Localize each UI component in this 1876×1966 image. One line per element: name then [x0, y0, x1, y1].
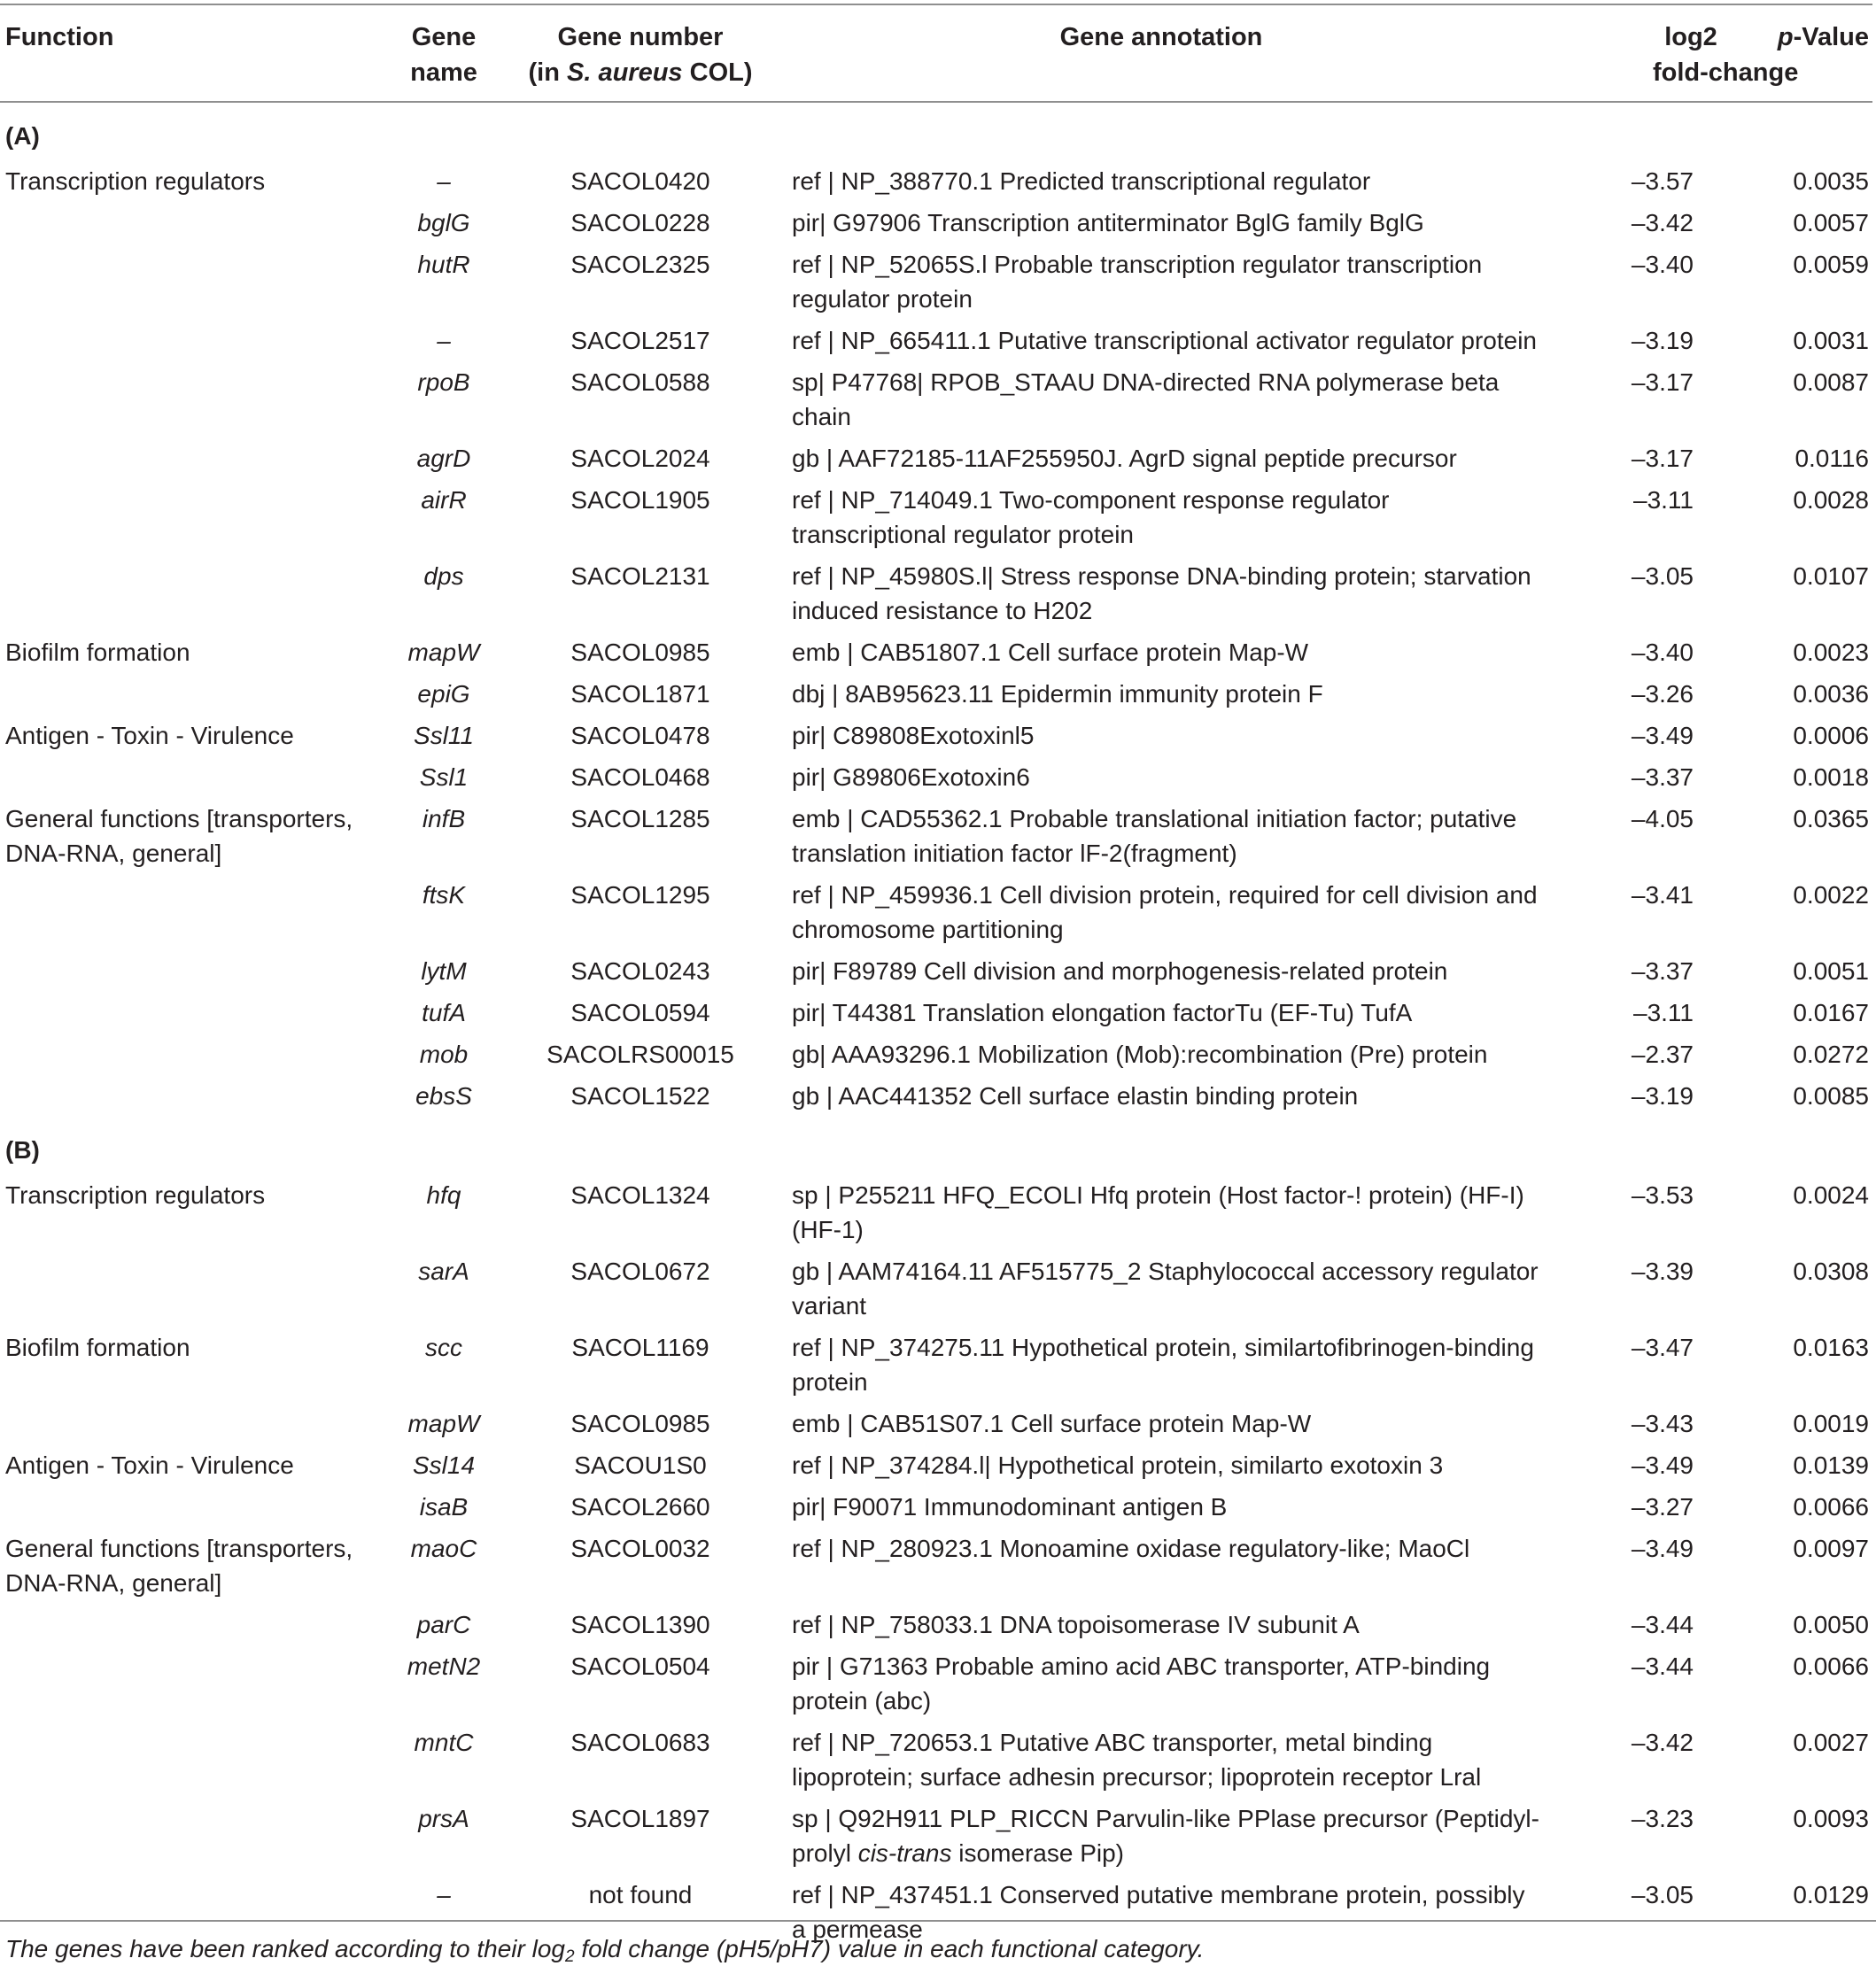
gene-annotation-cell: ref | NP_714049.1 Two-component response regulator transcriptional regulator protein [792, 486, 1390, 548]
log2-fold-change-cell: –3.49 [1631, 1451, 1694, 1479]
function-cell [0, 1798, 383, 1874]
gene-number-cell: SACOL1871 [570, 680, 710, 708]
function-cell [0, 1075, 383, 1117]
log2-fold-change-cell: –2.37 [1631, 1041, 1694, 1068]
function-cell [0, 437, 383, 479]
gene-name-cell: Ssl11 [414, 722, 474, 749]
gene-name-cell: dps [423, 562, 464, 590]
p-value-cell: 0.0057 [1793, 209, 1869, 236]
table-row [0, 1604, 1872, 1645]
log2-fold-change-cell: –3.37 [1631, 957, 1694, 985]
p-value-cell: 0.0028 [1793, 486, 1869, 514]
gene-name-cell: hutR [417, 251, 470, 278]
p-value-cell: 0.0036 [1793, 680, 1869, 708]
header-p-value: p-Value [1777, 23, 1869, 51]
log2-fold-change-cell: –3.40 [1631, 639, 1694, 666]
section-row [0, 102, 1872, 157]
log2-fold-change-cell: –3.47 [1631, 1334, 1694, 1361]
p-value-cell: 0.0018 [1793, 763, 1869, 791]
gene-annotation-cell: emb | CAB51S07.1 Cell surface protein Map-W [792, 1410, 1312, 1437]
gene-name-cell: sarA [418, 1258, 469, 1285]
table-row [0, 555, 1872, 631]
gene-number-cell: SACOL1169 [571, 1334, 709, 1361]
gene-number-cell: SACOL0985 [570, 1410, 710, 1437]
function-cell [0, 992, 383, 1033]
gene-annotation-cell: gb | AAC441352 Cell surface elastin binding protein [792, 1082, 1359, 1110]
gene-number-cell: SACOL1897 [570, 1805, 710, 1832]
gene-number-cell: SACOL1390 [570, 1611, 710, 1638]
gene-number-cell: SACOL0243 [570, 957, 710, 985]
p-value-cell: 0.0365 [1793, 805, 1869, 832]
gene-number-cell: SACOL2131 [570, 562, 710, 590]
gene-annotation-cell: pir| F90071 Immunodominant antigen B [792, 1493, 1228, 1521]
p-value-cell: 0.0050 [1793, 1611, 1869, 1638]
p-value-cell: 0.0167 [1793, 999, 1869, 1026]
gene-annotation-cell: pir| T44381 Translation elongation factorTu (EF-Tu) TufA [792, 999, 1413, 1026]
gene-name-cell: scc [425, 1334, 462, 1361]
gene-annotation-cell: ref | NP_665411.1 Putative transcriptional activator regulator protein [792, 327, 1537, 354]
p-value-cell: 0.0051 [1793, 957, 1869, 985]
table-row [0, 1075, 1872, 1117]
gene-number-cell: SACOL0032 [570, 1535, 710, 1562]
table-row [0, 1645, 1872, 1722]
section-label: (B) [5, 1136, 40, 1164]
gene-annotation-cell: emb | CAD55362.1 Probable translational initiation factor; putative translation initiation factor lF-2(fragment) [792, 805, 1517, 867]
function-cell: Transcription regulators [5, 1181, 266, 1209]
gene-name-cell: parC [416, 1611, 471, 1638]
p-value-cell: 0.0308 [1793, 1258, 1869, 1285]
header-row [0, 4, 1872, 102]
gene-name-cell: Ssl1 [419, 763, 469, 791]
gene-name-cell: prsA [418, 1805, 469, 1832]
log2-fold-change-cell: –3.05 [1631, 1881, 1694, 1908]
function-cell [0, 756, 383, 798]
function-cell: Antigen - Toxin - Virulence [5, 1451, 294, 1479]
p-value-cell: 0.0024 [1793, 1181, 1869, 1209]
function-cell [0, 1645, 383, 1722]
function-cell [0, 244, 383, 320]
table-row [0, 479, 1872, 555]
table-row [0, 1444, 1872, 1486]
table-row [0, 673, 1872, 715]
gene-name-cell: isaB [419, 1493, 469, 1521]
gene-annotation-cell: sp| P47768| RPOB_STAAU DNA-directed RNA polymerase beta chain [792, 368, 1500, 430]
table-row [0, 244, 1872, 320]
gene-number-cell: not found [588, 1881, 693, 1908]
table-row [0, 157, 1872, 202]
table-row [0, 1033, 1872, 1075]
table-row [0, 798, 1872, 874]
gene-annotation-cell: pir| G97906 Transcription antiterminator BglG family BglG [792, 209, 1424, 236]
gene-name-cell: bglG [417, 209, 470, 236]
gene-annotation-cell: ref | NP_437451.1 Conserved putative membrane protein, possibly a permease [792, 1881, 1525, 1943]
function-cell: Transcription regulators [5, 167, 266, 195]
gene-name-cell: ftsK [422, 881, 466, 909]
log2-fold-change-cell: –3.19 [1631, 327, 1694, 354]
p-value-cell: 0.0066 [1793, 1653, 1869, 1680]
log2-fold-change-cell: –3.42 [1631, 1729, 1694, 1756]
gene-number-cell: SACOL0420 [570, 167, 710, 195]
gene-annotation-cell: pir| G89806Exotoxin6 [792, 763, 1030, 791]
table-row [0, 1722, 1872, 1798]
function-cell [0, 1722, 383, 1798]
log2-fold-change-cell: –3.11 [1633, 999, 1694, 1026]
table-row [0, 1528, 1872, 1604]
gene-annotation-cell: gb| AAA93296.1 Mobilization (Mob):recombination (Pre) protein [792, 1041, 1488, 1068]
table-row [0, 950, 1872, 992]
function-cell: Biofilm formation [5, 639, 190, 666]
table-row [0, 437, 1872, 479]
log2-fold-change-cell: –3.44 [1631, 1611, 1694, 1638]
p-value-cell: 0.0085 [1793, 1082, 1869, 1110]
gene-name-cell: ebsS [415, 1082, 472, 1110]
function-cell [0, 1604, 383, 1645]
header-log2-fold-change: log2 fold-change [1653, 23, 1799, 87]
function-cell: General functions [transporters, DNA-RNA, general] [5, 805, 353, 867]
table-row [0, 1327, 1872, 1403]
table-footnote: The genes have been ranked according to their $\log_2$ fold change (pH5/pH7) value in each functional category. [0, 1920, 1876, 1966]
p-value-cell: 0.0107 [1793, 562, 1869, 590]
table-row [0, 874, 1872, 950]
gene-name-cell: tufA [422, 999, 466, 1026]
log2-fold-change-cell: –3.19 [1631, 1082, 1694, 1110]
p-value-cell: 0.0116 [1795, 445, 1869, 472]
gene-name-cell: lytM [421, 957, 467, 985]
function-cell [0, 673, 383, 715]
gene-name-cell: agrD [416, 445, 471, 472]
table-row [0, 1250, 1872, 1327]
gene-name-cell: metN2 [407, 1653, 481, 1680]
gene-number-cell: SACOL1295 [570, 881, 710, 909]
table-row [0, 992, 1872, 1033]
log2-fold-change-cell: –3.44 [1631, 1653, 1694, 1680]
log2-fold-change-cell: –3.49 [1631, 722, 1694, 749]
log2-fold-change-cell: –3.39 [1631, 1258, 1694, 1285]
gene-name-cell: maoC [410, 1535, 477, 1562]
function-cell [0, 361, 383, 437]
gene-name-cell: mapW [407, 1410, 480, 1437]
function-cell [0, 555, 383, 631]
table-row [0, 756, 1872, 798]
gene-number-cell: SACOL1522 [570, 1082, 710, 1110]
function-cell [0, 479, 383, 555]
gene-annotation-cell: ref | NP_52065S.l Probable transcription regulator transcription regulator protein [792, 251, 1483, 313]
p-value-cell: 0.0019 [1793, 1410, 1869, 1437]
gene-annotation-cell: ref | NP_758033.1 DNA topoisomerase IV subunit A [792, 1611, 1360, 1638]
p-value-cell: 0.0163 [1793, 1334, 1869, 1361]
table-row [0, 1171, 1872, 1250]
gene-annotation-cell: emb | CAB51807.1 Cell surface protein Map-W [792, 639, 1309, 666]
log2-fold-change-cell: –3.57 [1631, 167, 1694, 195]
log2-fold-change-cell: –3.41 [1631, 881, 1694, 909]
gene-name-cell: – [437, 1881, 451, 1908]
gene-name-cell: – [437, 327, 451, 354]
gene-number-cell: SACOL0683 [570, 1729, 710, 1756]
gene-number-cell: SACOL2024 [570, 445, 710, 472]
gene-name-cell: epiG [417, 680, 470, 708]
function-cell: General functions [transporters, DNA-RNA, general] [5, 1535, 353, 1597]
gene-number-cell: SACOL0985 [570, 639, 710, 666]
table-body [0, 102, 1872, 1950]
gene-number-cell: SACOL2660 [570, 1493, 710, 1521]
gene-number-cell: SACOL0504 [570, 1653, 710, 1680]
header-gene-number: Gene number (in S. aureus COL) [528, 23, 753, 87]
gene-annotation-cell: ref | NP_280923.1 Monoamine oxidase regulatory-like; MaoCl [792, 1535, 1470, 1562]
gene-name-cell: – [437, 167, 451, 195]
gene-annotation-cell: pir | G71363 Probable amino acid ABC transporter, ATP-binding protein (abc) [792, 1653, 1491, 1714]
p-value-cell: 0.0035 [1793, 167, 1869, 195]
gene-annotation-cell: ref | NP_45980S.l| Stress response DNA-binding protein; starvation induced resistance to H202 [792, 562, 1531, 624]
header-gene-name: Gene name [410, 23, 477, 87]
log2-fold-change-cell: –3.43 [1631, 1410, 1694, 1437]
gene-number-cell: SACOL0468 [570, 763, 710, 791]
p-value-cell: 0.0272 [1793, 1041, 1869, 1068]
table-row [0, 1798, 1872, 1874]
gene-name-cell: rpoB [417, 368, 470, 396]
function-cell [0, 1250, 383, 1327]
p-value-cell: 0.0031 [1793, 327, 1869, 354]
gene-name-cell: airR [421, 486, 467, 514]
gene-name-cell: mapW [407, 639, 480, 666]
table-row [0, 631, 1872, 673]
gene-annotation-cell: ref | NP_459936.1 Cell division protein, required for cell division and chromosome partitioning [792, 881, 1538, 943]
gene-name-cell: mntC [414, 1729, 474, 1756]
p-value-cell: 0.0129 [1793, 1881, 1869, 1908]
table-row [0, 1486, 1872, 1528]
function-cell [0, 950, 383, 992]
gene-annotation-cell: gb | AAF72185-11AF255950J. AgrD signal peptide precursor [792, 445, 1457, 472]
log2-fold-change-cell: –3.40 [1631, 251, 1694, 278]
function-cell [0, 1033, 383, 1075]
log2-fold-change-cell: –4.05 [1631, 805, 1694, 832]
function-cell: Biofilm formation [5, 1334, 190, 1361]
log2-fold-change-cell: –3.17 [1631, 368, 1694, 396]
function-cell [0, 1403, 383, 1444]
table-row [0, 320, 1872, 361]
gene-number-cell: SACOL2517 [570, 327, 710, 354]
gene-annotation-cell: pir| F89789 Cell division and morphogenesis-related protein [792, 957, 1448, 985]
section-row [0, 1117, 1872, 1171]
table-row [0, 715, 1872, 756]
gene-annotation-cell: pir| C89808Exotoxinl5 [792, 722, 1035, 749]
gene-name-cell: mob [419, 1041, 469, 1068]
function-cell [0, 202, 383, 244]
header-function: Function [5, 23, 114, 51]
gene-annotation-cell: ref | NP_388770.1 Predicted transcriptional regulator [792, 167, 1371, 195]
log2-fold-change-cell: –3.26 [1631, 680, 1694, 708]
gene-number-cell: SACOL0478 [570, 722, 710, 749]
gene-number-cell: SACOL1324 [570, 1181, 710, 1209]
gene-number-cell: SACOLRS00015 [547, 1041, 734, 1068]
gene-annotation-cell: ref | NP_374275.11 Hypothetical protein, similartofibrinogen-binding protein [792, 1334, 1534, 1396]
gene-annotation-cell: gb | AAM74164.11 AF515775_2 Staphylococcal accessory regulator variant [792, 1258, 1539, 1320]
gene-annotation-cell: ref | NP_374284.l| Hypothetical protein, similarto exotoxin 3 [792, 1451, 1444, 1479]
function-cell [0, 874, 383, 950]
p-value-cell: 0.0087 [1793, 368, 1869, 396]
log2-fold-change-cell: –3.49 [1631, 1535, 1694, 1562]
gene-expression-table [0, 4, 1872, 1950]
p-value-cell: 0.0097 [1793, 1535, 1869, 1562]
p-value-cell: 0.0139 [1793, 1451, 1869, 1479]
gene-annotation-cell: ref | NP_720653.1 Putative ABC transporter, metal binding lipoprotein; surface adhesin precursor; lipoprotein receptor Lral [792, 1729, 1482, 1791]
p-value-cell: 0.0022 [1793, 881, 1869, 909]
p-value-cell: 0.0093 [1793, 1805, 1869, 1832]
function-cell: Antigen - Toxin - Virulence [5, 722, 294, 749]
table-row [0, 202, 1872, 244]
gene-number-cell: SACOL1905 [570, 486, 710, 514]
log2-fold-change-cell: –3.27 [1631, 1493, 1694, 1521]
gene-annotation-cell: dbj | 8AB95623.11 Epidermin immunity protein F [792, 680, 1323, 708]
header-gene-annotation: Gene annotation [1059, 23, 1263, 51]
log2-fold-change-cell: –3.37 [1631, 763, 1694, 791]
gene-number-cell: SACOU1S0 [574, 1451, 707, 1479]
function-cell [0, 1486, 383, 1528]
gene-number-cell: SACOL0672 [570, 1258, 710, 1285]
gene-number-cell: SACOL1285 [570, 805, 710, 832]
log2-fold-change-cell: –3.53 [1631, 1181, 1694, 1209]
log2-fold-change-cell: –3.11 [1633, 486, 1694, 514]
log2-fold-change-cell: –3.05 [1631, 562, 1694, 590]
p-value-cell: 0.0006 [1793, 722, 1869, 749]
gene-name-cell: Ssl14 [412, 1451, 476, 1479]
p-value-cell: 0.0066 [1793, 1493, 1869, 1521]
gene-name-cell: infB [422, 805, 466, 832]
gene-number-cell: SACOL0588 [570, 368, 710, 396]
p-value-cell: 0.0023 [1793, 639, 1869, 666]
gene-annotation-cell: sp | Q92H911 PLP_RICCN Parvulin-like PPlase precursor (Peptidyl-prolyl cis-trans isomerase Pip) [792, 1805, 1539, 1867]
gene-number-cell: SACOL0594 [570, 999, 710, 1026]
gene-number-cell: SACOL2325 [570, 251, 710, 278]
table-row [0, 361, 1872, 437]
table-row [0, 1403, 1872, 1444]
gene-number-cell: SACOL0228 [570, 209, 710, 236]
log2-fold-change-cell: –3.42 [1631, 209, 1694, 236]
log2-fold-change-cell: –3.17 [1631, 445, 1694, 472]
p-value-cell: 0.0059 [1793, 251, 1869, 278]
gene-name-cell: hfq [426, 1181, 461, 1209]
p-value-cell: 0.0027 [1793, 1729, 1869, 1756]
gene-annotation-cell: sp | P255211 HFQ_ECOLI Hfq protein (Host factor-! protein) (HF-I) (HF-1) [792, 1181, 1524, 1243]
section-label: (A) [5, 122, 40, 150]
log2-fold-change-cell: –3.23 [1631, 1805, 1694, 1832]
function-cell [0, 320, 383, 361]
